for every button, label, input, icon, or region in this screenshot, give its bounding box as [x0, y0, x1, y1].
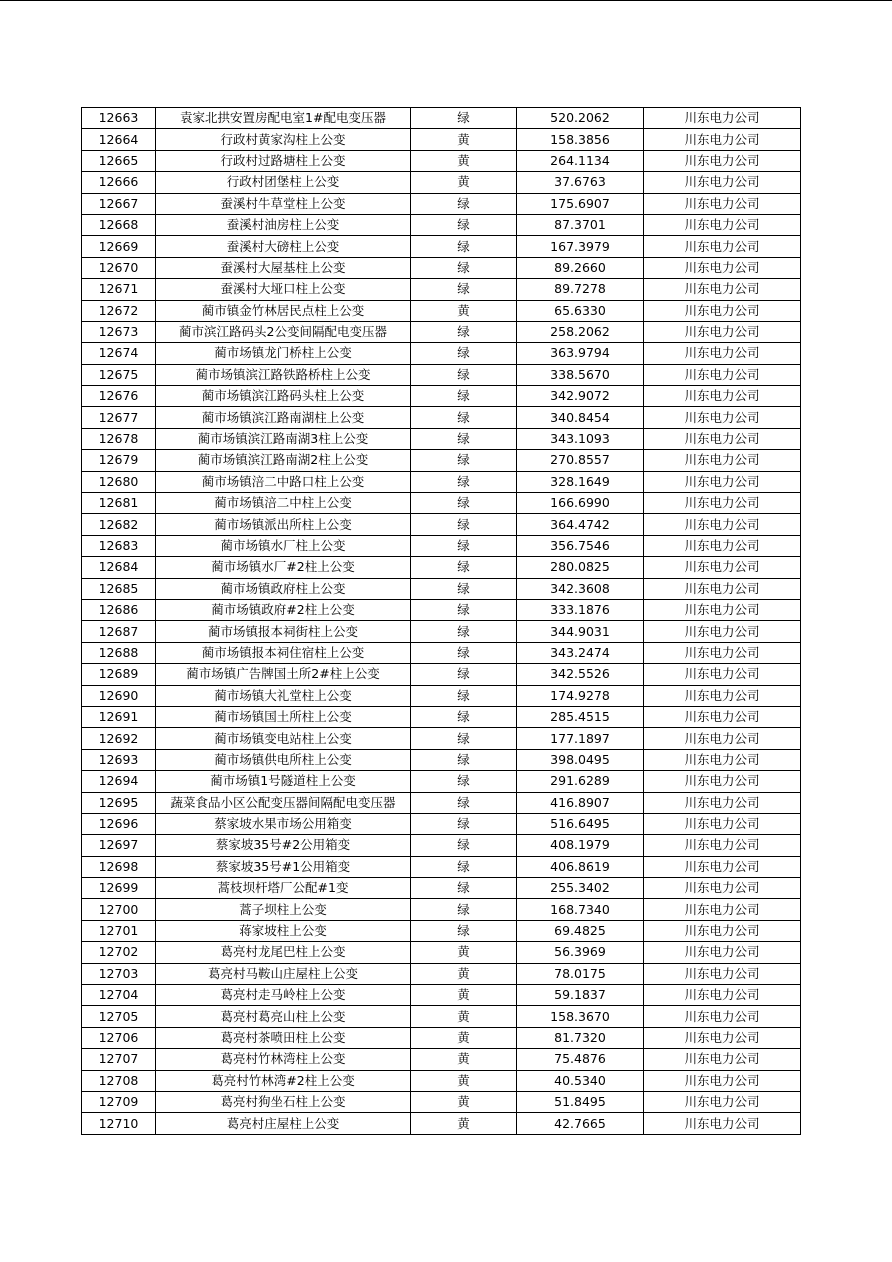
row-id-cell: 12667: [82, 193, 156, 214]
transformer-name-cell: 蔺市场镇涪二中路口柱上公变: [156, 471, 411, 492]
status-cell: 绿: [411, 920, 517, 941]
value-cell: 255.3402: [517, 878, 644, 899]
row-id-cell: 12678: [82, 428, 156, 449]
company-cell: 川东电力公司: [644, 428, 801, 449]
status-cell: 绿: [411, 279, 517, 300]
status-cell: 绿: [411, 728, 517, 749]
row-id-cell: 12671: [82, 279, 156, 300]
status-cell: 绿: [411, 364, 517, 385]
transformer-name-cell: 葛亮村狗坐石柱上公变: [156, 1091, 411, 1112]
table-row: [82, 899, 801, 920]
transformer-name-cell: 蔡家坡水果市场公用箱变: [156, 813, 411, 834]
row-id-cell: 12683: [82, 535, 156, 556]
table-row: [82, 214, 801, 235]
company-cell: 川东电力公司: [644, 514, 801, 535]
row-id-cell: 12703: [82, 963, 156, 984]
table-row: [82, 878, 801, 899]
transformer-name-cell: 葛亮村茶喷田柱上公变: [156, 1027, 411, 1048]
row-id-cell: 12689: [82, 664, 156, 685]
company-cell: 川东电力公司: [644, 1070, 801, 1091]
status-cell: 绿: [411, 471, 517, 492]
table-row: [82, 792, 801, 813]
row-id-cell: 12675: [82, 364, 156, 385]
company-cell: 川东电力公司: [644, 236, 801, 257]
transformer-name-cell: 蚕溪村牛草堂柱上公变: [156, 193, 411, 214]
value-cell: 167.3979: [517, 236, 644, 257]
company-cell: 川东电力公司: [644, 749, 801, 770]
status-cell: 绿: [411, 621, 517, 642]
table-row: [82, 321, 801, 342]
value-cell: 258.2062: [517, 321, 644, 342]
transformer-name-cell: 行政村过路塘柱上公变: [156, 150, 411, 171]
row-id-cell: 12706: [82, 1027, 156, 1048]
company-cell: 川东电力公司: [644, 1113, 801, 1134]
value-cell: 520.2062: [517, 108, 644, 129]
row-id-cell: 12705: [82, 1006, 156, 1027]
transformer-name-cell: 葛亮村马鞍山庄屋柱上公变: [156, 963, 411, 984]
status-cell: 绿: [411, 664, 517, 685]
transformer-name-cell: 蔺市场镇国土所柱上公变: [156, 706, 411, 727]
company-cell: 川东电力公司: [644, 685, 801, 706]
transformer-name-cell: 蔺市场镇报本祠住宿柱上公变: [156, 642, 411, 663]
value-cell: 363.9794: [517, 343, 644, 364]
transformer-name-cell: 蔺市场镇派出所柱上公变: [156, 514, 411, 535]
company-cell: 川东电力公司: [644, 856, 801, 877]
row-id-cell: 12702: [82, 942, 156, 963]
company-cell: 川东电力公司: [644, 728, 801, 749]
value-cell: 285.4515: [517, 706, 644, 727]
company-cell: 川东电力公司: [644, 193, 801, 214]
row-id-cell: 12670: [82, 257, 156, 278]
status-cell: 黄: [411, 1113, 517, 1134]
company-cell: 川东电力公司: [644, 493, 801, 514]
status-cell: 绿: [411, 108, 517, 129]
row-id-cell: 12684: [82, 557, 156, 578]
status-cell: 黄: [411, 1091, 517, 1112]
row-id-cell: 12695: [82, 792, 156, 813]
company-cell: 川东电力公司: [644, 599, 801, 620]
transformer-name-cell: 蔺市场镇1号隧道柱上公变: [156, 771, 411, 792]
table-row: [82, 471, 801, 492]
transformer-name-cell: 葛亮村龙尾巴柱上公变: [156, 942, 411, 963]
status-cell: 黄: [411, 172, 517, 193]
value-cell: 65.6330: [517, 300, 644, 321]
row-id-cell: 12686: [82, 599, 156, 620]
value-cell: 40.5340: [517, 1070, 644, 1091]
status-cell: 绿: [411, 749, 517, 770]
transformer-name-cell: 行政村黄家沟柱上公变: [156, 129, 411, 150]
row-id-cell: 12696: [82, 813, 156, 834]
company-cell: 川东电力公司: [644, 386, 801, 407]
row-id-cell: 12673: [82, 321, 156, 342]
row-id-cell: 12697: [82, 835, 156, 856]
table-row: [82, 535, 801, 556]
row-id-cell: 12692: [82, 728, 156, 749]
value-cell: 356.7546: [517, 535, 644, 556]
transformer-name-cell: 蔺市场镇政府#2柱上公变: [156, 599, 411, 620]
company-cell: 川东电力公司: [644, 920, 801, 941]
row-id-cell: 12691: [82, 706, 156, 727]
value-cell: 291.6289: [517, 771, 644, 792]
company-cell: 川东电力公司: [644, 450, 801, 471]
transformer-name-cell: 蔺市场镇政府柱上公变: [156, 578, 411, 599]
value-cell: 174.9278: [517, 685, 644, 706]
transformer-name-cell: 袁家北拱安置房配电室1#配电变压器: [156, 108, 411, 129]
status-cell: 黄: [411, 1006, 517, 1027]
transformer-name-cell: 蔺市场镇滨江路南湖2柱上公变: [156, 450, 411, 471]
status-cell: 绿: [411, 386, 517, 407]
page-top-border: [0, 0, 892, 1]
status-cell: 黄: [411, 985, 517, 1006]
table-row: [82, 664, 801, 685]
status-cell: 绿: [411, 878, 517, 899]
row-id-cell: 12707: [82, 1049, 156, 1070]
row-id-cell: 12700: [82, 899, 156, 920]
row-id-cell: 12669: [82, 236, 156, 257]
table-row: [82, 621, 801, 642]
table-row: [82, 771, 801, 792]
status-cell: 绿: [411, 514, 517, 535]
table-row: [82, 835, 801, 856]
row-id-cell: 12690: [82, 685, 156, 706]
table-row: [82, 1049, 801, 1070]
company-cell: 川东电力公司: [644, 150, 801, 171]
row-id-cell: 12704: [82, 985, 156, 1006]
value-cell: 328.1649: [517, 471, 644, 492]
status-cell: 绿: [411, 899, 517, 920]
status-cell: 黄: [411, 1070, 517, 1091]
status-cell: 绿: [411, 428, 517, 449]
table-row: [82, 1113, 801, 1134]
transformer-name-cell: 蚕溪村大垭口柱上公变: [156, 279, 411, 300]
value-cell: 75.4876: [517, 1049, 644, 1070]
value-cell: 516.6495: [517, 813, 644, 834]
status-cell: 绿: [411, 407, 517, 428]
company-cell: 川东电力公司: [644, 257, 801, 278]
table-row: [82, 1091, 801, 1112]
table-row: [82, 300, 801, 321]
company-cell: 川东电力公司: [644, 1091, 801, 1112]
transformer-name-cell: 葛亮村庄屋柱上公变: [156, 1113, 411, 1134]
table-row: [82, 749, 801, 770]
table-row: [82, 343, 801, 364]
row-id-cell: 12677: [82, 407, 156, 428]
row-id-cell: 12679: [82, 450, 156, 471]
value-cell: 343.2474: [517, 642, 644, 663]
company-cell: 川东电力公司: [644, 835, 801, 856]
status-cell: 绿: [411, 450, 517, 471]
row-id-cell: 12708: [82, 1070, 156, 1091]
table-row: [82, 985, 801, 1006]
company-cell: 川东电力公司: [644, 172, 801, 193]
row-id-cell: 12665: [82, 150, 156, 171]
transformer-name-cell: 蔺市场镇龙门桥柱上公变: [156, 343, 411, 364]
value-cell: 342.5526: [517, 664, 644, 685]
transformer-name-cell: 蒿枝坝杆塔厂公配#1变: [156, 878, 411, 899]
status-cell: 黄: [411, 150, 517, 171]
company-cell: 川东电力公司: [644, 706, 801, 727]
table-row: [82, 685, 801, 706]
value-cell: 408.1979: [517, 835, 644, 856]
table-row: [82, 129, 801, 150]
transformer-name-cell: 蔺市场镇大礼堂柱上公变: [156, 685, 411, 706]
table-row: [82, 493, 801, 514]
value-cell: 177.1897: [517, 728, 644, 749]
table-row: [82, 1070, 801, 1091]
transformer-name-cell: 葛亮村葛亮山柱上公变: [156, 1006, 411, 1027]
value-cell: 89.2660: [517, 257, 644, 278]
transformer-name-cell: 蔺市场镇滨江路南湖3柱上公变: [156, 428, 411, 449]
value-cell: 89.7278: [517, 279, 644, 300]
table-row: [82, 364, 801, 385]
status-cell: 黄: [411, 1049, 517, 1070]
table-row: [82, 236, 801, 257]
table-row: [82, 706, 801, 727]
status-cell: 绿: [411, 578, 517, 599]
table-row: [82, 728, 801, 749]
status-cell: 绿: [411, 813, 517, 834]
row-id-cell: 12676: [82, 386, 156, 407]
value-cell: 37.6763: [517, 172, 644, 193]
row-id-cell: 12701: [82, 920, 156, 941]
value-cell: 343.1093: [517, 428, 644, 449]
company-cell: 川东电力公司: [644, 407, 801, 428]
company-cell: 川东电力公司: [644, 899, 801, 920]
status-cell: 绿: [411, 535, 517, 556]
transformer-name-cell: 蔺市场镇水厂#2柱上公变: [156, 557, 411, 578]
company-cell: 川东电力公司: [644, 279, 801, 300]
company-cell: 川东电力公司: [644, 963, 801, 984]
row-id-cell: 12699: [82, 878, 156, 899]
status-cell: 绿: [411, 257, 517, 278]
value-cell: 87.3701: [517, 214, 644, 235]
row-id-cell: 12685: [82, 578, 156, 599]
table-row: [82, 1027, 801, 1048]
company-cell: 川东电力公司: [644, 642, 801, 663]
table-row: [82, 193, 801, 214]
company-cell: 川东电力公司: [644, 878, 801, 899]
company-cell: 川东电力公司: [644, 578, 801, 599]
table-row: [82, 642, 801, 663]
row-id-cell: 12694: [82, 771, 156, 792]
value-cell: 264.1134: [517, 150, 644, 171]
status-cell: 黄: [411, 963, 517, 984]
status-cell: 绿: [411, 236, 517, 257]
value-cell: 398.0495: [517, 749, 644, 770]
value-cell: 59.1837: [517, 985, 644, 1006]
status-cell: 绿: [411, 214, 517, 235]
company-cell: 川东电力公司: [644, 1049, 801, 1070]
row-id-cell: 12674: [82, 343, 156, 364]
company-cell: 川东电力公司: [644, 664, 801, 685]
status-cell: 绿: [411, 792, 517, 813]
transformer-name-cell: 蔺市场镇变电站柱上公变: [156, 728, 411, 749]
row-id-cell: 12693: [82, 749, 156, 770]
table-row: [82, 856, 801, 877]
company-cell: 川东电力公司: [644, 942, 801, 963]
row-id-cell: 12681: [82, 493, 156, 514]
transformer-name-cell: 蔺市场镇报本祠街柱上公变: [156, 621, 411, 642]
transformer-name-cell: 蚕溪村大磅柱上公变: [156, 236, 411, 257]
table-row: [82, 599, 801, 620]
company-cell: 川东电力公司: [644, 557, 801, 578]
transformer-name-cell: 蔺市场镇广告牌国土所2#柱上公变: [156, 664, 411, 685]
table-row: [82, 963, 801, 984]
status-cell: 绿: [411, 493, 517, 514]
value-cell: 69.4825: [517, 920, 644, 941]
value-cell: 344.9031: [517, 621, 644, 642]
table-row: [82, 428, 801, 449]
value-cell: 175.6907: [517, 193, 644, 214]
company-cell: 川东电力公司: [644, 214, 801, 235]
table-row: [82, 557, 801, 578]
company-cell: 川东电力公司: [644, 985, 801, 1006]
table-row: [82, 108, 801, 129]
transformer-name-cell: 蚕溪村油房柱上公变: [156, 214, 411, 235]
value-cell: 364.4742: [517, 514, 644, 535]
transformer-name-cell: 蚕溪村大屋基柱上公变: [156, 257, 411, 278]
value-cell: 42.7665: [517, 1113, 644, 1134]
table-row: [82, 450, 801, 471]
transformer-name-cell: 蔺市场镇水厂柱上公变: [156, 535, 411, 556]
value-cell: 158.3670: [517, 1006, 644, 1027]
row-id-cell: 12664: [82, 129, 156, 150]
value-cell: 166.6990: [517, 493, 644, 514]
transformer-name-cell: 蔺市场镇滨江路南湖柱上公变: [156, 407, 411, 428]
table-row: [82, 386, 801, 407]
value-cell: 81.7320: [517, 1027, 644, 1048]
row-id-cell: 12668: [82, 214, 156, 235]
value-cell: 333.1876: [517, 599, 644, 620]
company-cell: 川东电力公司: [644, 343, 801, 364]
table-row: [82, 920, 801, 941]
transformer-name-cell: 蔡家坡35号#1公用箱变: [156, 856, 411, 877]
company-cell: 川东电力公司: [644, 813, 801, 834]
transformer-name-cell: 蒋家坡柱上公变: [156, 920, 411, 941]
transformer-name-cell: 蒿子坝柱上公变: [156, 899, 411, 920]
table-row: [82, 172, 801, 193]
value-cell: 158.3856: [517, 129, 644, 150]
table-body: [82, 108, 801, 1135]
transformer-name-cell: 葛亮村竹林湾#2柱上公变: [156, 1070, 411, 1091]
table-row: [82, 578, 801, 599]
value-cell: 340.8454: [517, 407, 644, 428]
transformer-name-cell: 蔺市场镇滨江路码头柱上公变: [156, 386, 411, 407]
company-cell: 川东电力公司: [644, 1027, 801, 1048]
status-cell: 绿: [411, 557, 517, 578]
value-cell: 78.0175: [517, 963, 644, 984]
transformer-name-cell: 行政村团堡柱上公变: [156, 172, 411, 193]
table-row: [82, 279, 801, 300]
value-cell: 270.8557: [517, 450, 644, 471]
value-cell: 51.8495: [517, 1091, 644, 1112]
company-cell: 川东电力公司: [644, 535, 801, 556]
row-id-cell: 12688: [82, 642, 156, 663]
value-cell: 406.8619: [517, 856, 644, 877]
company-cell: 川东电力公司: [644, 1006, 801, 1027]
row-id-cell: 12680: [82, 471, 156, 492]
table-row: [82, 813, 801, 834]
status-cell: 绿: [411, 343, 517, 364]
status-cell: 绿: [411, 856, 517, 877]
row-id-cell: 12709: [82, 1091, 156, 1112]
transformer-name-cell: 蔡家坡35号#2公用箱变: [156, 835, 411, 856]
table-row: [82, 514, 801, 535]
row-id-cell: 12666: [82, 172, 156, 193]
value-cell: 168.7340: [517, 899, 644, 920]
transformer-name-cell: 蔺市场镇滨江路铁路桥柱上公变: [156, 364, 411, 385]
table-row: [82, 257, 801, 278]
status-cell: 黄: [411, 1027, 517, 1048]
row-id-cell: 12687: [82, 621, 156, 642]
row-id-cell: 12663: [82, 108, 156, 129]
row-id-cell: 12698: [82, 856, 156, 877]
transformer-name-cell: 蔬菜食品小区公配变压器间隔配电变压器: [156, 792, 411, 813]
table-row: [82, 942, 801, 963]
company-cell: 川东电力公司: [644, 108, 801, 129]
status-cell: 绿: [411, 642, 517, 663]
table-row: [82, 407, 801, 428]
transformer-name-cell: 蔺市场镇供电所柱上公变: [156, 749, 411, 770]
status-cell: 绿: [411, 599, 517, 620]
table-row: [82, 150, 801, 171]
value-cell: 280.0825: [517, 557, 644, 578]
transformer-name-cell: 蔺市滨江路码头2公变间隔配电变压器: [156, 321, 411, 342]
company-cell: 川东电力公司: [644, 300, 801, 321]
company-cell: 川东电力公司: [644, 364, 801, 385]
row-id-cell: 12710: [82, 1113, 156, 1134]
value-cell: 342.3608: [517, 578, 644, 599]
status-cell: 绿: [411, 835, 517, 856]
status-cell: 绿: [411, 685, 517, 706]
value-cell: 416.8907: [517, 792, 644, 813]
transformer-name-cell: 葛亮村走马岭柱上公变: [156, 985, 411, 1006]
company-cell: 川东电力公司: [644, 792, 801, 813]
transformer-name-cell: 蔺市镇金竹林居民点柱上公变: [156, 300, 411, 321]
row-id-cell: 12672: [82, 300, 156, 321]
company-cell: 川东电力公司: [644, 621, 801, 642]
value-cell: 56.3969: [517, 942, 644, 963]
company-cell: 川东电力公司: [644, 771, 801, 792]
transformer-name-cell: 葛亮村竹林湾柱上公变: [156, 1049, 411, 1070]
company-cell: 川东电力公司: [644, 129, 801, 150]
status-cell: 黄: [411, 129, 517, 150]
status-cell: 绿: [411, 706, 517, 727]
status-cell: 绿: [411, 193, 517, 214]
status-cell: 黄: [411, 942, 517, 963]
row-id-cell: 12682: [82, 514, 156, 535]
data-table: [81, 107, 801, 1135]
value-cell: 338.5670: [517, 364, 644, 385]
value-cell: 342.9072: [517, 386, 644, 407]
table-row: [82, 1006, 801, 1027]
company-cell: 川东电力公司: [644, 321, 801, 342]
status-cell: 黄: [411, 300, 517, 321]
status-cell: 绿: [411, 321, 517, 342]
company-cell: 川东电力公司: [644, 471, 801, 492]
transformer-name-cell: 蔺市场镇涪二中柱上公变: [156, 493, 411, 514]
status-cell: 绿: [411, 771, 517, 792]
